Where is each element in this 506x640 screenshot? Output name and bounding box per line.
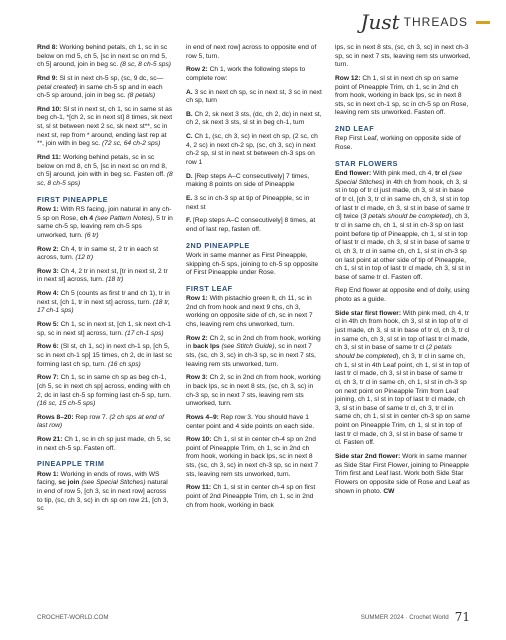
stitch-term: tr cl [435, 170, 448, 178]
pattern-paragraph [335, 44, 471, 70]
step-text: With pink med, ch 4, tr cl in 4th ch from hook, ch 3, sl st in top of tr cl just made, ch 3, sl st in base of tr cl, ch 3, tr cl in same ch, ch 3, sl st in top of last tr cl made, ch 3, sl st in base of same tr cl ( [335, 309, 470, 352]
step-text: Ch 4, 2 tr in next st, [tr in next st, 2 tr in next st] across, turn. [37, 267, 168, 284]
step-text: natural in end of row 5, [ch 3, sc in next row] across to tip, (sc, ch 3, sc) in ch sp on row 21, [ch 3, sc [37, 479, 169, 513]
step-label: F. [186, 217, 192, 225]
pattern-paragraph [186, 252, 322, 278]
step-text: Ch 1, sc in next st, [ch 1, sk next ch-1 sp, sc in next st] across, turn. [37, 321, 171, 337]
pattern-paragraph [186, 217, 322, 234]
step-label: Rnd 9: [37, 74, 58, 82]
pattern-paragraph [37, 106, 173, 149]
pattern-paragraph [186, 195, 322, 212]
step-text: Ch 2, sc in 2nd ch from hook, working in back lps, sc in next 8 sts, (sc, ch 3, sc) in ch-3 sp, sc in next 7 sts, leaving rem sts unworked, turn. [186, 374, 321, 408]
step-text: 3 sc in next ch sp, sc in next st, 3 sc in next ch sp, turn [186, 88, 322, 105]
section-heading: 2ND LEAF [335, 124, 375, 134]
footer-website: CROCHET-WORLD.COM [37, 613, 109, 621]
step-text: Rep row 3. You should have 1 center point and 4 side points on each side. [186, 413, 315, 430]
pattern-paragraph [37, 154, 173, 189]
step-label: Rows 8–20: [37, 413, 74, 421]
pattern-paragraph [186, 89, 322, 106]
step-text: Ch 1, sl st in next ch sp on same point of Pineapple Trim, ch 1, sc in 2nd ch from hook, working in back lps, sc in next 8 sts, sc in next ch-1 sp, sc in ch-5 sp on Rose, leaving rem sts unworked. Fasten off. [335, 74, 469, 117]
step-label: B. [186, 110, 193, 118]
reference-note: (see Special Stitches) [79, 479, 146, 487]
pattern-paragraph [186, 133, 322, 168]
pattern-paragraph [186, 484, 322, 510]
step-label: Row 2: [37, 245, 59, 253]
page-number: 71 [454, 610, 470, 624]
step-text: Work in same manner as First Pineapple, skipping ch-5 sps, joining to ch-5 sp opposite of First Pineapple under Rose. [186, 251, 319, 277]
pattern-paragraph [37, 343, 173, 369]
footer-issue: SUMMER 2024 · Crochet World [360, 613, 449, 621]
pattern-paragraph [37, 471, 173, 514]
pattern-paragraph [37, 206, 173, 241]
reference-note: (see Special Stitches) [335, 170, 462, 186]
step-text: Rep row 7. [73, 413, 110, 421]
step-text: ), ch 3, tr cl in same ch, ch 1, sl st in ch-3 sp on last point before tip of Pineapple, ch 1, sl st in top of last tr cl made, ch 3, sl st in base of same tr cl, ch 3, tr cl in same ch, ch 1, sl st in ch-3 sp on last point at other side of tip of Pineapple, ch 1, sl st in top of last tr cl made, ch 3, sl st in base of same tr cl. Fasten off. [335, 213, 471, 281]
step-label: Row 1: [186, 295, 208, 303]
pattern-paragraph [37, 75, 173, 101]
pattern-paragraph [37, 290, 173, 316]
section-heading: FIRST PINEAPPLE [37, 194, 108, 204]
reference-note: 3 petals should be completed [362, 213, 450, 221]
pattern-paragraph [186, 111, 322, 128]
section-heading: STAR FLOWERS [335, 158, 398, 168]
step-label: Side star 2nd flower: [335, 452, 401, 460]
pattern-paragraph [37, 268, 173, 285]
pattern-paragraph [186, 295, 322, 330]
pattern-paragraph [37, 374, 173, 409]
step-text: Sl st in next ch-5 sp, (sc, 9 dc, sc— [57, 74, 164, 82]
step-text: [Rep steps A–C consecutively] 7 times, making 8 points on side of Pineapple [186, 172, 310, 189]
step-label: Row 10: [186, 436, 212, 444]
step-text: Ch 2, sc in 2nd ch from hook, working in [186, 334, 321, 351]
reference-note: 2 petals should be completed [335, 344, 452, 360]
step-label: Row 12: [335, 74, 361, 82]
step-label: End flower: [335, 170, 372, 178]
step-label: Row 3: [37, 267, 59, 275]
pattern-paragraph [186, 414, 322, 431]
magazine-section-logo [360, 10, 490, 34]
stitch-count: (18 tr) [105, 276, 124, 284]
pattern-paragraph [186, 374, 322, 409]
pattern-paragraph [37, 321, 173, 338]
step-label: Row 2: [186, 334, 208, 342]
column-2 [186, 44, 322, 604]
pattern-paragraph [37, 246, 173, 263]
step-text: Ch 1, sl st in center ch-4 sp on 2nd point of Pineapple Trim, ch 1, sc in 2nd ch from hook, working in back lps, sc in next 8 sts, (sc, ch 3, sc) in next ch-3 sp, sc in next 7 sts, leaving rem sts unworked, turn. [186, 436, 319, 478]
step-label: Rnd 10: [37, 105, 62, 113]
pattern-paragraph [37, 414, 173, 431]
step-text: Ch 1, sl st in center ch-4 sp on first point of 2nd Pineapple Trim, ch 1, sc in 2nd ch from hook, working in back [186, 484, 316, 509]
article-columns [37, 44, 473, 604]
logo-box [360, 10, 490, 34]
step-text: , 5 tr in same ch-5 sp, leaving rem ch-5 sps unworked, turn. [37, 214, 173, 239]
step-label: Row 3: [186, 374, 208, 382]
pattern-paragraph [37, 44, 173, 70]
step-label: Side star first flower: [335, 309, 402, 317]
step-text: Ch 2, sk next 3 sts, (dc, ch 2, dc) in next st, ch 2, sk next 3 sts, sl st in beg ch-1, turn [186, 110, 322, 127]
step-label: Row 5: [37, 321, 59, 329]
step-text: in 4th ch from hook, ch 3, sl st in top of tr cl just made, ch 3, sl st in base of tr cl, [ch 3, tr cl in same ch, ch 3, sl st in top of last tr cl made, ch 3, sl st in base of same tr cl] twice ( [335, 178, 471, 221]
pattern-paragraph [335, 135, 471, 152]
step-label: A. [186, 88, 193, 96]
stitch-count: (16 sc, 15 ch-5 sps) [37, 400, 96, 408]
step-label: D. [186, 172, 193, 180]
stitch-term: ch 4 [79, 214, 94, 222]
step-text: Sl st in next st, ch 1, sc in same st as beg ch-1, *[ch 2, sc in next st] 8 times, sk next st, sl st between next 2 sc, sk next st**, sc in next st, rep from * around, ending last rep at **, join with in beg sc. [37, 105, 173, 148]
section-heading: PINEAPPLE TRIM [37, 459, 105, 469]
step-label: Row 4: [37, 290, 59, 298]
step-text: Ch 1, sc in ch sp just made, ch 5, sc in next ch-5 sp. Fasten off. [37, 436, 171, 452]
step-text: With pink med, ch 4, [371, 170, 436, 178]
step-label: Row 6: [37, 343, 59, 351]
stitch-term: sc join [58, 479, 80, 487]
pattern-paragraph [335, 170, 471, 282]
section-heading: FIRST LEAF [186, 283, 233, 293]
column-1 [37, 44, 173, 604]
logo-script-text: Just [360, 10, 400, 34]
step-text: lps, sc in next 8 sts, (sc, ch 3, sc) in next ch-3 sp, sc in next 7 sts, leaving rem sts unworked, turn. [335, 44, 471, 69]
step-label: Row 21: [37, 436, 63, 444]
step-label: Row 1: [37, 470, 59, 478]
step-text: Working in ends of rows, with WS facing, [37, 470, 160, 487]
stitch-count: (72 sc, 64 ch-2 sps) [101, 140, 161, 148]
stitch-count: (8 sc, 8 ch-5 sps) [37, 171, 173, 187]
pattern-paragraph [186, 173, 322, 190]
stitch-count: (16 ch sps) [107, 360, 141, 368]
pattern-paragraph [335, 75, 471, 118]
stitch-count: (18 tr, 17 ch-1 sps) [37, 298, 170, 315]
step-label: Row 1: [37, 205, 59, 213]
logo-accent-bar [476, 21, 490, 24]
stitch-count: (6 tr) [84, 231, 99, 239]
step-text: (Sl st, ch 1, sc) in next ch-1 sp, [ch 5, sc in next ch-1 sp] 15 times, ch 2, dc in last sc forming last ch sp, turn. [37, 343, 173, 368]
logo-caps-text: THREADS [403, 15, 468, 29]
step-text: in end of next row] across to opposite end of row 5, turn. [186, 44, 317, 60]
pattern-paragraph [335, 453, 471, 496]
page-footer [37, 610, 470, 624]
end-mark: CW [383, 487, 395, 495]
step-label: Rows 4–9: [186, 413, 219, 421]
pattern-paragraph [37, 436, 173, 453]
step-text: , sc in next 7 sts, (sc, ch 3, sc) in ch-3 sp, sc in next 7 sts, leaving rem sts unworked, turn. [186, 343, 316, 368]
step-label: C. [186, 133, 193, 141]
step-text: [Rep steps A–C consecutively] 8 times, at end of last rep, fasten off. [186, 217, 316, 233]
step-label: Row 2: [186, 66, 208, 74]
step-text: Ch 1, work the following steps to complete row: [186, 66, 306, 82]
step-text: Working behind petals, sc in sc below on rnd 8, ch 5, [sc in next sc on rnd 8, ch 5] around, join with in beg sc. Fasten off. [37, 154, 167, 179]
step-text: Ch 5 (counts as first tr and ch 1), tr in next st, [ch 1, tr in next st] across, turn. [37, 290, 170, 306]
pattern-paragraph [186, 44, 322, 61]
pattern-paragraph [335, 310, 471, 448]
pattern-paragraph [186, 66, 322, 83]
step-text: Working behind petals, ch 1, sc in sc below on rnd 5, ch 5, [sc in next sc on rnd 5, ch 5] around, join in beg sc. [37, 44, 168, 69]
stitch-count: (8 petals) [127, 92, 156, 100]
step-text: Rep End flower at opposite end of doily, using photo as a guide. [335, 287, 470, 304]
step-label: Rnd 11: [37, 154, 61, 162]
stitch-count: (17 ch-1 sps) [124, 329, 164, 337]
step-label: E. [186, 194, 193, 202]
pattern-paragraph [186, 335, 322, 370]
step-text: With RS facing, join natural in any ch-5 sp on Rose, [37, 205, 172, 222]
reference-note: petal created [37, 83, 76, 91]
reference-note: (see Stitch Guide) [219, 343, 275, 351]
footer-right [361, 610, 470, 624]
step-text: With pistachio green lt, ch 11, sc in 2nd ch from hook and next 9 chs, ch 3, working on opposite side of ch, sc in next 7 chs, leaving rem chs unworked, turn. [186, 295, 313, 329]
column-3 [335, 44, 471, 604]
step-label: Rnd 8: [37, 44, 58, 51]
step-text: ), ch 3, tr cl in same ch, ch 1, sl st in 4th Leaf point, ch 1, sl st in top of last tr cl made, ch 3, sl st in base of same tr cl, ch 3, tr cl in same ch, ch 1, sl st in ch-3 sp on next point on Pineapple Trim from Leaf joining, ch 1, sl st in top of last tr cl made, ch 3, sl st in base of same tr cl, ch 3, tr cl in same ch, ch 1, sl st in center ch-3 sp on same point on Pineapple Trim, ch 1, sl st in top of last tr cl made, ch 3, sl st in base of same tr cl. Fasten off. [335, 352, 471, 447]
step-text: 3 sc in ch-3 sp at tip of Pineapple, sc in next st [186, 194, 310, 211]
pattern-paragraph [186, 436, 322, 479]
stitch-count: (12 tr) [75, 254, 94, 262]
stitch-count: (8 sc, 8 ch-5 sps) [120, 61, 171, 69]
step-label: Row 7: [37, 374, 59, 382]
step-text: Ch 4, tr in same st, 2 tr in each st across, turn. [37, 245, 159, 262]
step-text: Rep First Leaf, working on opposite side of Rose. [335, 135, 461, 152]
stitch-count: (2 ch sps at end of last row) [37, 413, 164, 430]
step-text: Work in same manner as Side Star First Flower, joining to Pineapple Trim first and Leaf last. Work both Side Star Flowers on opposite side of Rose and Leaf as shown in photo. [335, 452, 470, 495]
reference-note: (see Pattern Notes) [93, 214, 153, 222]
step-label: Row 11: [186, 484, 212, 492]
section-heading: 2ND PINEAPPLE [186, 240, 250, 250]
step-text: Ch 1, (sc, ch 3, sc) in next ch sp, (2 sc, ch 4, 2 sc) in next ch-2 sp, (sc, ch 3, sc) in next ch-2 sp, sl st in next st between ch-3 sps on row 1 [186, 133, 318, 167]
step-text: ) in same ch-5 sp and in each ch-5 sp around, join in beg sc. [37, 83, 163, 100]
pattern-paragraph [335, 287, 471, 304]
step-text: Ch 1, sc in same ch sp as beg ch-1, [ch 5, sc in next ch sp] across, ending with ch 2, dc in last ch-5 sp forming last ch-5 sp, turn. [37, 374, 171, 399]
stitch-term: back lps [193, 343, 220, 351]
